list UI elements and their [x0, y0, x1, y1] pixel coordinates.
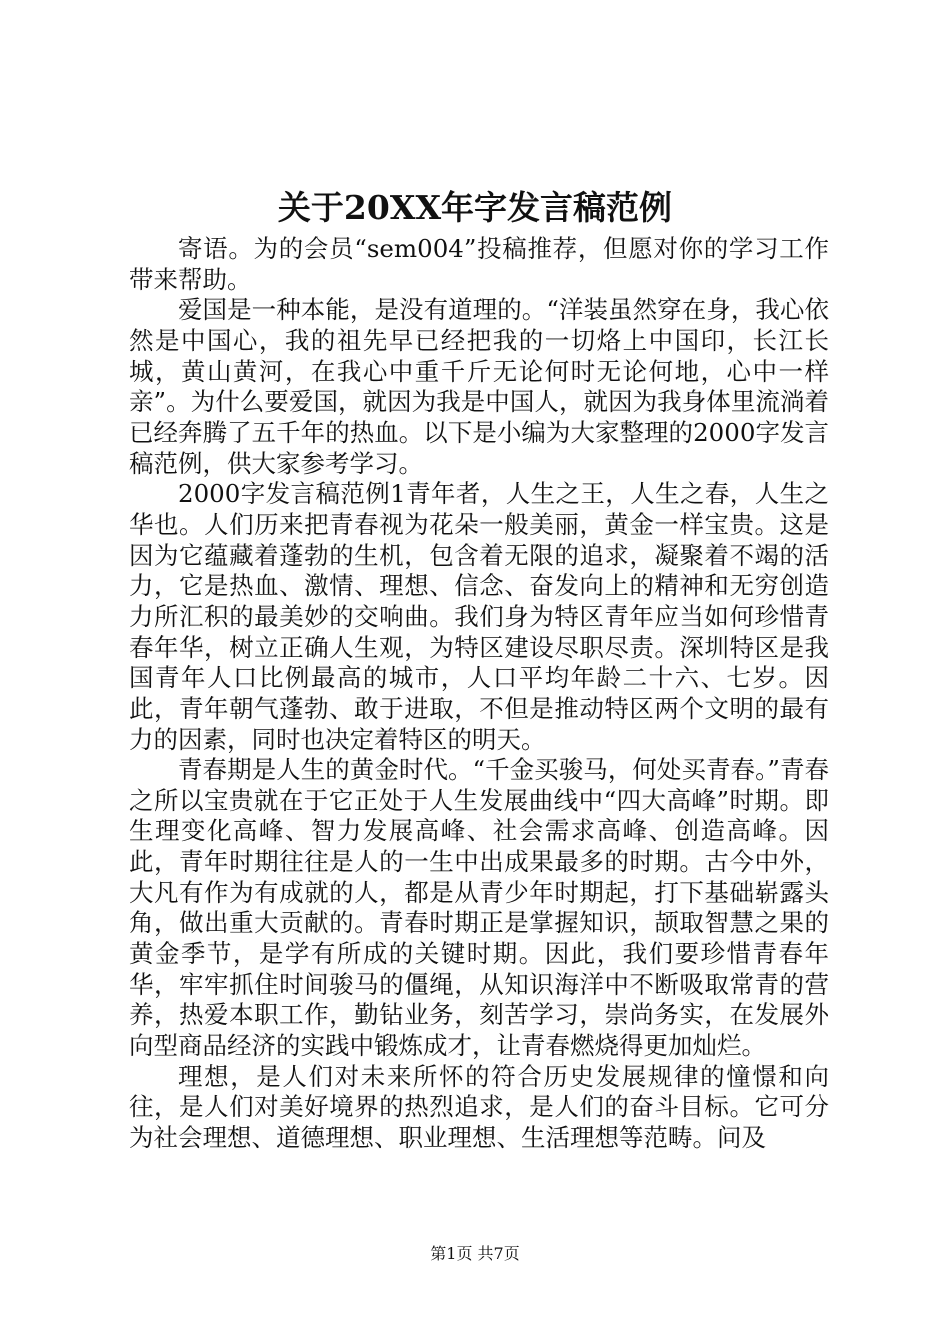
paragraph-patriotism: 爱国是一种本能，是没有道理的。“洋装虽然穿在身，我心依然是中国心，我的祖先早已经把我的一切烙上中国印，长江长城，黄山黄河，在我心中重千斤无论何时无论何地，心中一样亲”。为什么要爱国，就因为我是中国人，就因为我身体里流淌着已经奔腾了五千年的热血。以下是小编为大家整理的2000字发言稿范例，供大家参考学习。	[129, 295, 829, 478]
paragraph-intro: 寄语。为的会员“sem004”投稿推荐，但愿对你的学习工作带来帮助。	[129, 234, 829, 294]
paragraph-golden-age: 青春期是人生的黄金时代。“千金买骏马，何处买青春。”青春之所以宝贵就在于它正处于人生发展曲线中“四大高峰”时期。即生理变化高峰、智力发展高峰、社会需求高峰、创造高峰。因此，青年时期往往是人的一生中出成果最多的时期。古今中外，大凡有作为有成就的人，都是从青少年时期起，打下基础崭露头角，做出重大贡献的。青春时期正是掌握知识，颉取智慧之果的黄金季节，是学有所成的关键时期。因此，我们要珍惜青春年华，牢牢抓住时间骏马的僵绳，从知识海洋中不断吸取常青的营养，热爱本职工作，勤钻业务，刻苦学习，崇尚务实，在发展外向型商品经济的实践中锻炼成才，让青春燃烧得更加灿烂。	[129, 755, 829, 1061]
document-title: 关于20XX年字发言稿范例	[277, 188, 673, 227]
document-body	[129, 234, 829, 1154]
page-indicator: 第1页 共7页	[430, 1244, 520, 1263]
paragraph-youth: 2000字发言稿范例1青年者，人生之王，人生之春，人生之华也。人们历来把青春视为花朵一般美丽，黄金一样宝贵。这是因为它蕴藏着蓬勃的生机，包含着无限的追求，凝聚着不竭的活力，它是热血、激情、理想、信念、奋发向上的精神和无穷创造力所汇积的最美妙的交响曲。我们身为特区青年应当如何珍惜青春年华，树立正确人生观，为特区建设尽职尽责。深圳特区是我国青年人口比例最高的城市，人口平均年龄二十六、七岁。因此，青年朝气蓬勃、敢于进取，不但是推动特区两个文明的最有力的因素，同时也决定着特区的明天。	[129, 479, 829, 754]
paragraph-ideals: 理想，是人们对未来所怀的符合历史发展规律的憧憬和向往，是人们对美好境界的热烈追求，是人们的奋斗目标。它可分为社会理想、道德理想、职业理想、生活理想等范畴。问及	[129, 1061, 829, 1153]
